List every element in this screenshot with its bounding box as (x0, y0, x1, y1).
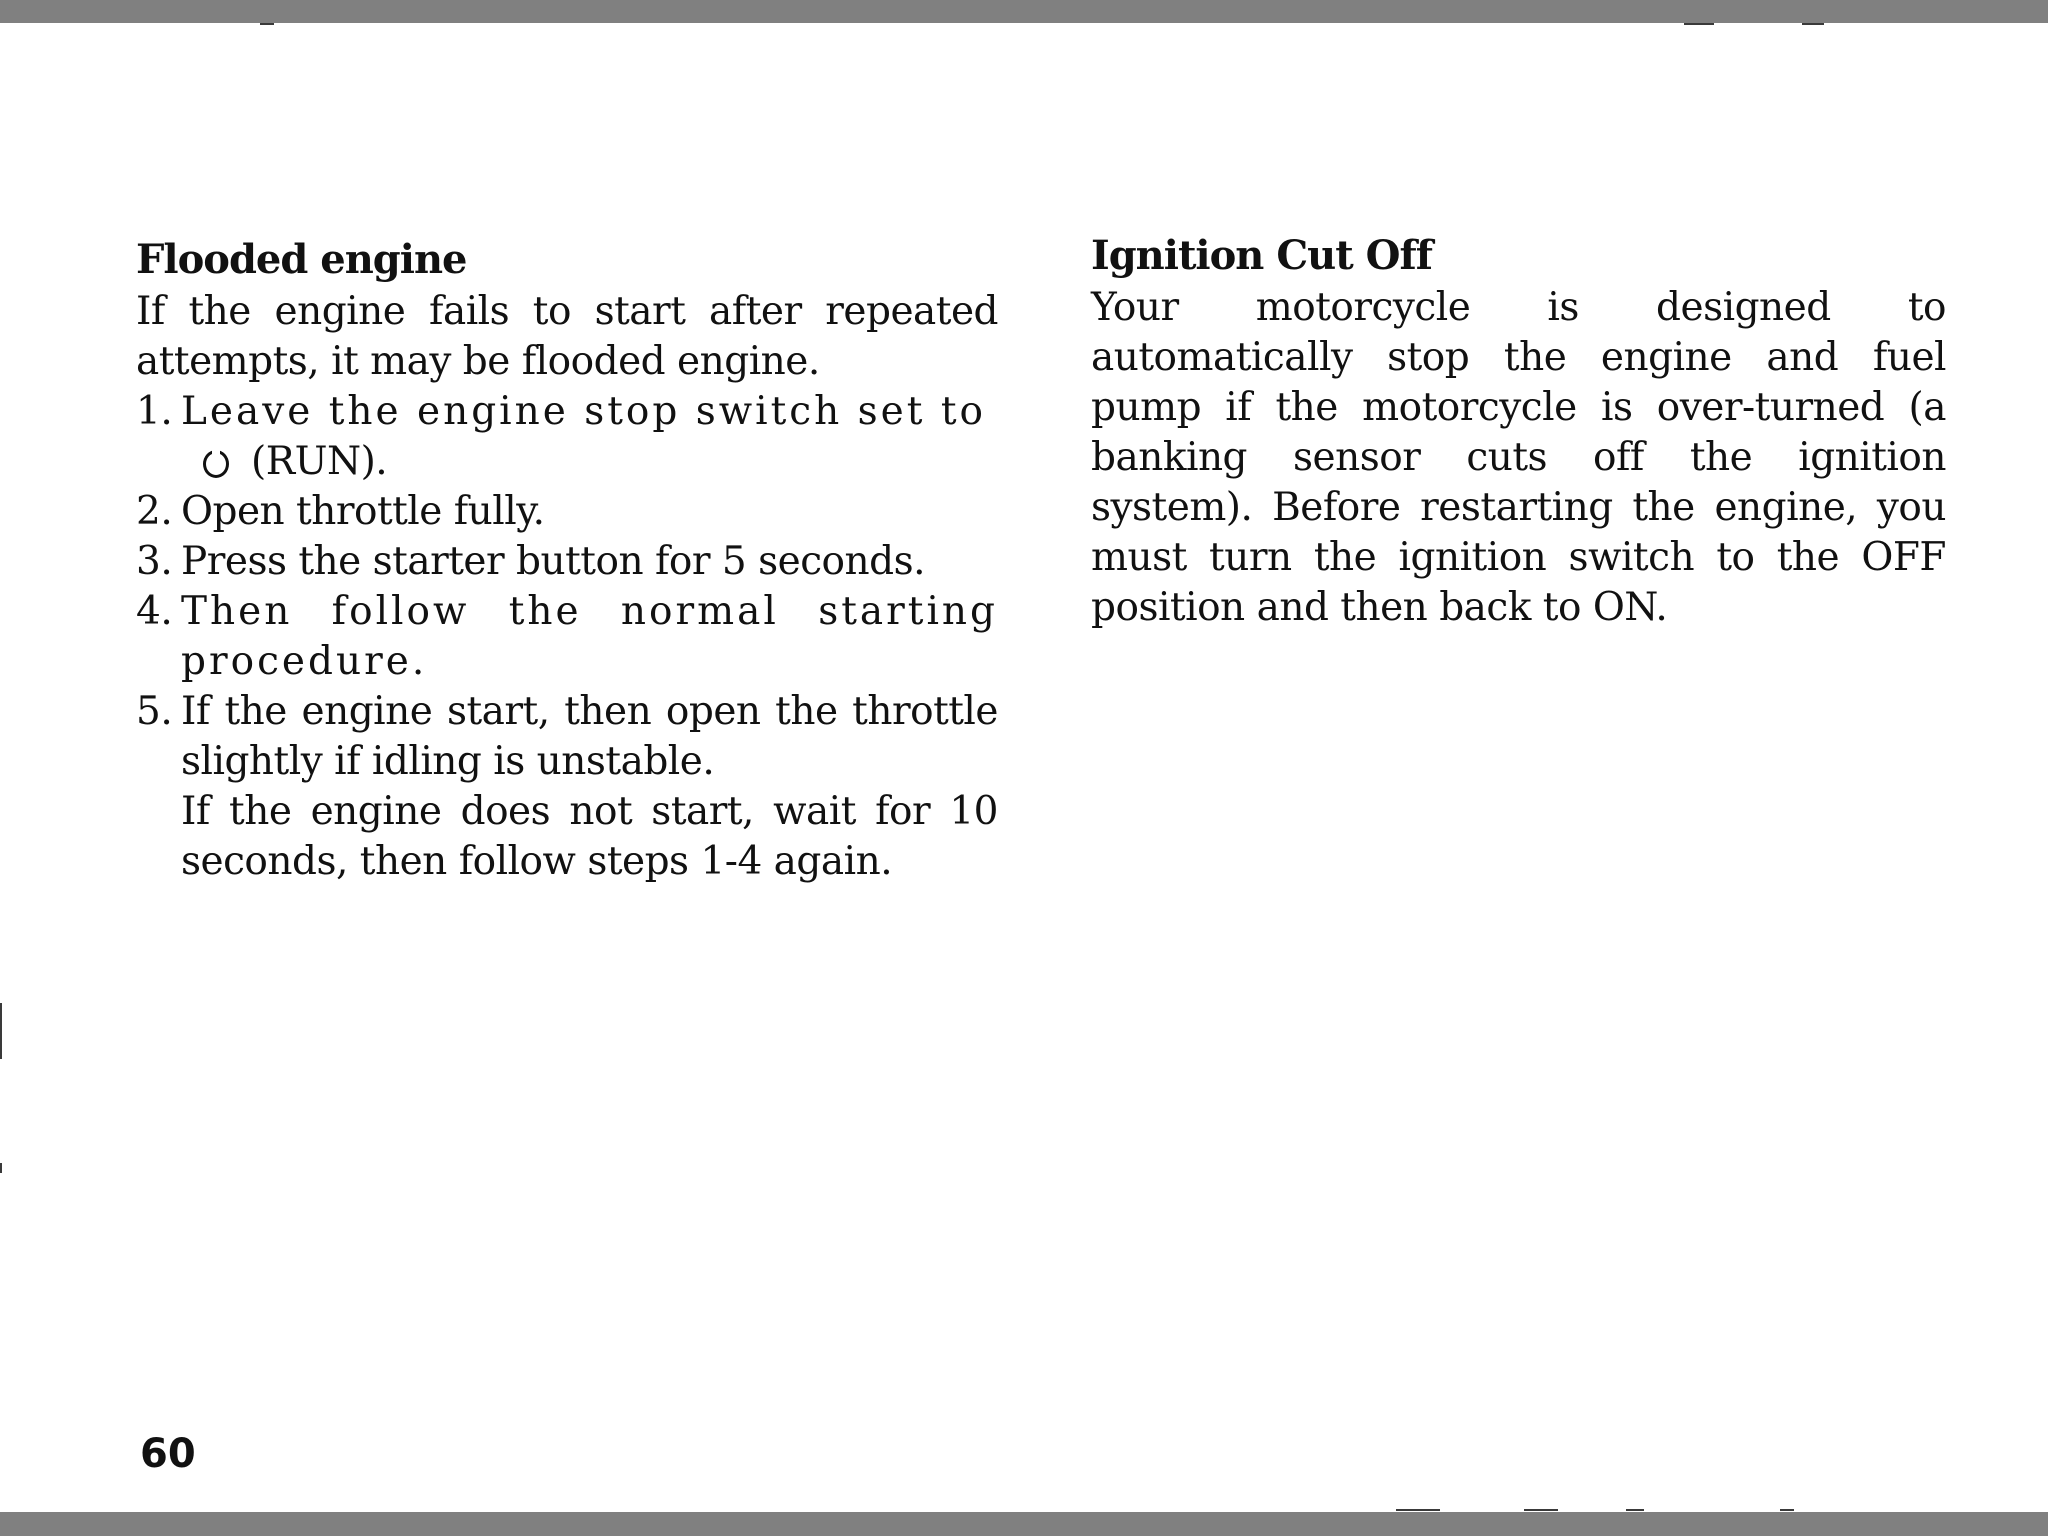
step-number: 2. (136, 489, 173, 534)
step-text: If the engine start, then open the throttle slightly if idling is unstable. (181, 689, 998, 784)
scan-artifact (1802, 23, 1824, 25)
ignition-cut-off-section (1091, 231, 1946, 633)
flooded-engine-heading: Flooded engine (136, 236, 467, 283)
step-item (136, 587, 998, 687)
step-number: 4. (136, 589, 173, 634)
ignition-cut-off-heading: Ignition Cut Off (1091, 232, 1432, 279)
scan-artifact (1396, 1509, 1440, 1511)
step-note: If the engine does not start, wait for 10 seconds, then follow steps 1-4 again. (181, 789, 998, 884)
viewer-top-bar (0, 0, 2048, 23)
scan-artifact (0, 1003, 2, 1059)
engine-run-symbol-icon (203, 450, 229, 478)
ignition-cut-off-body: Your motorcycle is designed to automatically stop the engine and fuel pump if the motorcycle is over-turned (a banking sensor cuts off the ignition system). Before restarting the engine, you must turn the ignition switch to the OFF position and then back to ON. (1091, 285, 1946, 630)
scan-artifact (1524, 1509, 1558, 1511)
step-text: Open throttle fully. (181, 489, 545, 534)
flooded-engine-steps (136, 387, 998, 887)
step-number: 5. (136, 689, 173, 734)
scan-artifact (1626, 1509, 1644, 1511)
flooded-engine-intro: If the engine fails to start after repeated attempts, it may be flooded engine. (136, 289, 998, 384)
step-text-run: (RUN). (251, 439, 388, 484)
flooded-engine-section (136, 235, 998, 887)
scan-artifact (1684, 23, 1714, 25)
step-item (136, 537, 998, 587)
step-item (136, 387, 998, 487)
step-item (136, 487, 998, 537)
manual-page (0, 23, 2048, 1512)
step-item (136, 687, 998, 887)
step-text: Then follow the normal starting procedure. (181, 589, 998, 684)
scan-artifact (1780, 1509, 1794, 1511)
page-number: 60 (140, 1431, 196, 1477)
step-text: Press the starter button for 5 seconds. (181, 539, 926, 584)
scan-artifact (0, 1163, 2, 1173)
step-number: 3. (136, 539, 173, 584)
scan-artifact (260, 23, 274, 25)
step-text: Leave the engine stop switch set to (181, 389, 986, 434)
step-number: 1. (136, 389, 173, 434)
viewer-bottom-bar (0, 1512, 2048, 1536)
